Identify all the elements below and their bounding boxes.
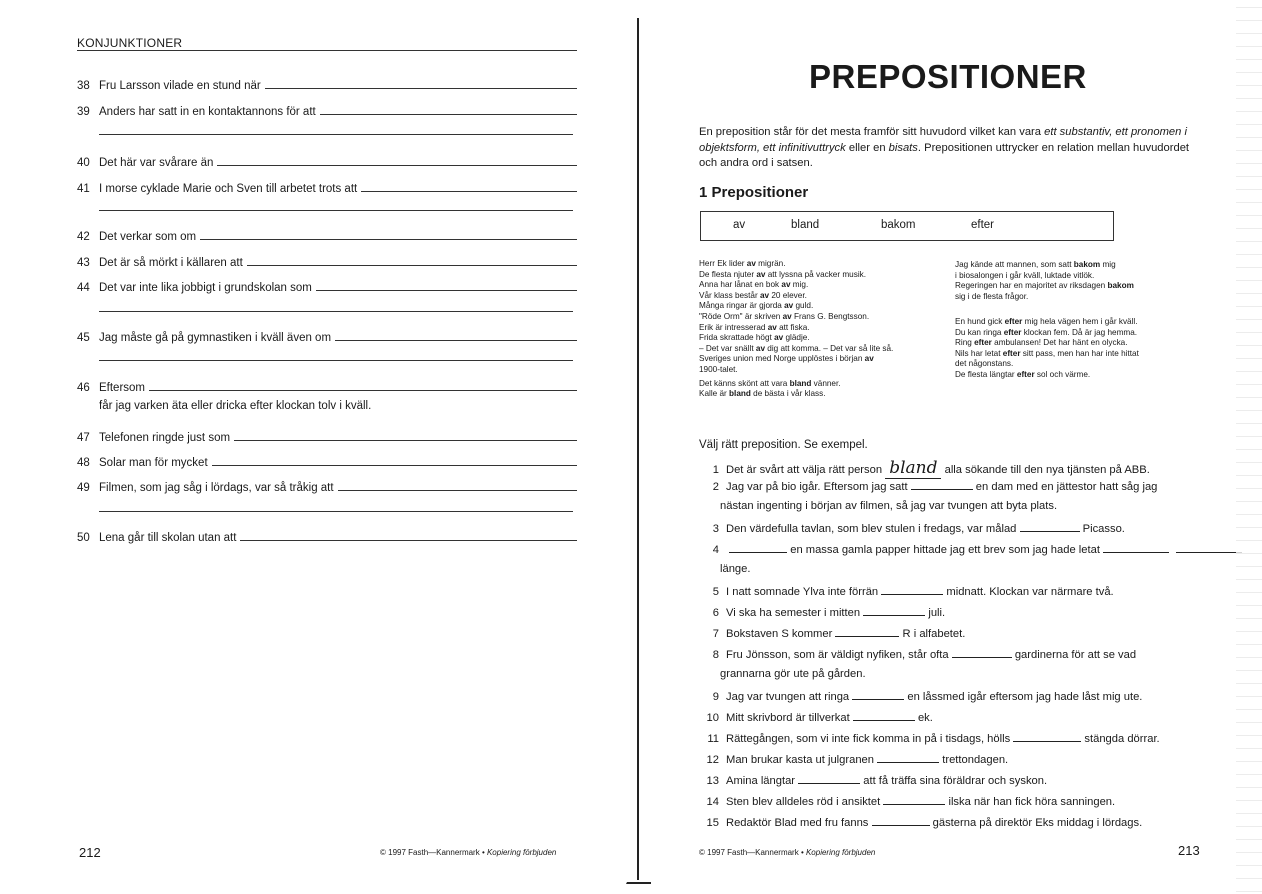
task-text: Man brukar kasta ut julgranen xyxy=(726,754,875,766)
task-continuation: grannarna gör ute på gården. xyxy=(720,668,866,680)
exercise-text: Eftersom xyxy=(99,382,146,394)
examples-column-right-top xyxy=(955,260,1134,302)
copyright-text: © 1997 Fasth—Kannermark • xyxy=(699,848,806,857)
exercise-text: Fru Larsson vilade en stund när xyxy=(99,80,261,92)
answer-blank[interactable] xyxy=(1047,731,1081,742)
task-text: Bokstaven S kommer xyxy=(726,628,833,640)
highlighted-preposition: av xyxy=(864,354,874,364)
exercise-text: I morse cyklade Marie och Sven till arbetet trots att xyxy=(99,183,358,195)
task-row xyxy=(699,458,1199,479)
highlighted-preposition: av xyxy=(746,259,756,268)
example-text: mig hela vägen hem i går kväll. xyxy=(1022,317,1138,326)
exercise-text: Det är så mörkt i källaren att xyxy=(99,257,243,269)
answer-line[interactable] xyxy=(265,87,577,89)
intro-text: eller en xyxy=(845,141,889,154)
exercise-row xyxy=(77,223,577,243)
example-text: glädje. xyxy=(783,333,810,343)
task-continuation: nästan ingenting i början av filmen, så jag var tvungen att byta plats. xyxy=(720,500,1058,512)
task-number: 9 xyxy=(712,691,719,703)
answer-blank[interactable] xyxy=(863,605,925,616)
example-text: det någonstans. xyxy=(955,359,1014,369)
example-sentence xyxy=(699,389,893,400)
answer-blank[interactable] xyxy=(1103,542,1169,553)
copyright-italic: Kopiering förbjuden xyxy=(805,848,876,857)
highlighted-preposition: bakom xyxy=(1107,281,1134,291)
exercise-row xyxy=(77,274,577,294)
task-text: Det är svårt att välja rätt person xyxy=(726,464,883,476)
example-text: Kalle är xyxy=(699,389,730,399)
example-sentence xyxy=(699,301,893,312)
example-text: guld. xyxy=(793,301,814,311)
task-number: 13 xyxy=(706,775,719,787)
right-page xyxy=(642,0,1262,894)
task-row xyxy=(699,479,1199,493)
answer-line-continuation[interactable] xyxy=(99,360,573,361)
example-text: Nils har letat xyxy=(955,348,1003,358)
highlighted-preposition: av xyxy=(784,301,794,311)
answer-line[interactable] xyxy=(200,238,577,240)
answer-line[interactable] xyxy=(320,113,577,115)
task-row xyxy=(699,689,1199,703)
answer-blank[interactable] xyxy=(1176,542,1242,553)
example-text: Jag kände att mannen, som satt xyxy=(955,260,1074,269)
exercise-row xyxy=(77,175,577,195)
exercise-number: 41 xyxy=(77,183,90,195)
answer-blank[interactable] xyxy=(853,710,915,721)
example-text: att fiska. xyxy=(776,322,810,332)
examples-column-left xyxy=(699,259,893,400)
answer-line[interactable] xyxy=(240,539,577,541)
task-text: Picasso. xyxy=(1082,523,1125,535)
example-text: – Det var snällt xyxy=(699,343,756,353)
task-text: gardinerna för att se vad xyxy=(1014,649,1137,661)
task-continuation: länge. xyxy=(720,563,751,575)
example-text: i biosalongen i går kväll, luktade vitlök. xyxy=(955,270,1095,280)
task-text: en dam med en jättestor hatt såg jag xyxy=(975,481,1158,493)
exercise-text: Jag måste gå på gymnastiken i kväll även om xyxy=(99,332,332,344)
example-text: Många ringar är gjorda xyxy=(699,301,785,311)
task-text: Jag var på bio igår. Eftersom jag satt xyxy=(726,481,908,493)
handwritten-answer: bland xyxy=(885,458,941,479)
example-text: Ring xyxy=(955,338,975,348)
exercise-text: Filmen, som jag såg i lördags, var så tråkig att xyxy=(99,482,334,494)
answer-blank[interactable] xyxy=(881,584,943,595)
page-number-right: 213 xyxy=(1178,843,1200,858)
exercise-number: 44 xyxy=(77,282,90,294)
example-text: 20 elever. xyxy=(769,290,807,300)
highlighted-preposition: av xyxy=(781,280,791,290)
highlighted-preposition: bakom xyxy=(1073,260,1101,269)
highlighted-preposition: efter xyxy=(1016,369,1035,379)
example-text: mig xyxy=(1100,260,1116,269)
word-box-item: efter xyxy=(971,219,995,231)
intro-italic: ett substantiv, ett pronomen i objektsform, ett infinitivuttryck xyxy=(699,126,1187,154)
task-row xyxy=(699,647,1199,661)
exercise-text: Solar man för mycket xyxy=(99,457,208,469)
example-sentence xyxy=(955,338,1139,349)
running-head: KONJUNKTIONER xyxy=(77,36,183,50)
exercise-row xyxy=(77,249,577,269)
exercise-row xyxy=(77,72,577,92)
answer-line[interactable] xyxy=(247,264,577,266)
task-text: en massa gamla papper hittade jag ett brev som jag hade letat xyxy=(790,544,1100,556)
word-box-item: bland xyxy=(791,219,820,231)
word-box xyxy=(700,211,1114,241)
answer-blank[interactable] xyxy=(952,647,1012,658)
answer-line[interactable] xyxy=(338,489,577,491)
task-number: 3 xyxy=(712,523,719,535)
intro-text: En preposition står för det mesta framför sitt huvudord vilket kan vara xyxy=(699,126,1045,138)
intro-text: . Prepositionen uttrycker en relation mellan huvudordet och andra ord i satsen. xyxy=(699,141,1190,169)
task-text: trettondagen. xyxy=(942,754,1009,766)
answer-line[interactable] xyxy=(217,164,577,166)
exercise-row xyxy=(77,324,577,344)
exercise-row xyxy=(77,98,577,118)
task-text: Fru Jönsson, som är väldigt nyfiken, står ofta xyxy=(726,649,949,661)
answer-line[interactable] xyxy=(149,389,577,391)
example-sentence xyxy=(699,344,893,355)
example-sentence xyxy=(699,280,893,291)
example-text: Herr Ek lider xyxy=(699,259,747,268)
task-number: 1 xyxy=(712,464,719,476)
exercise-text: Det här var svårare än xyxy=(99,157,214,169)
word-box-item: bakom xyxy=(881,219,916,231)
exercise-text: Det verkar som om xyxy=(99,231,197,243)
left-page xyxy=(0,0,630,894)
example-text: Det känns skönt att vara xyxy=(699,378,790,388)
task-row xyxy=(699,542,1199,556)
answer-blank[interactable] xyxy=(729,542,787,553)
exercise-number: 39 xyxy=(77,106,90,118)
highlighted-preposition: efter xyxy=(1002,348,1021,358)
example-text: Sveriges union med Norge upplöstes i början xyxy=(699,354,865,364)
task-row xyxy=(699,731,1199,745)
task-text: juli. xyxy=(928,607,946,619)
task-number: 4 xyxy=(712,544,719,556)
task-row xyxy=(699,752,1199,766)
exercise-text: Det var inte lika jobbigt i grundskolan som xyxy=(99,282,312,294)
example-text: de bästa i vår klass. xyxy=(750,389,826,399)
example-text: mig. xyxy=(790,280,809,290)
copyright-right xyxy=(699,848,875,857)
example-sentence xyxy=(955,281,1134,292)
exercise-number: 47 xyxy=(77,432,90,444)
exercise-text: Lena går till skolan utan att xyxy=(99,532,237,544)
example-text: sitt pass, men han har inte hittat xyxy=(1020,348,1139,358)
task-number: 7 xyxy=(712,628,719,640)
example-text: vänner. xyxy=(811,378,841,388)
example-text: Anna har lånat en bok xyxy=(699,280,782,290)
example-text: sig i de flesta frågor. xyxy=(955,291,1029,301)
book-spine xyxy=(637,18,639,880)
task-text: Den värdefulla tavlan, som blev stulen i fredags, var målad xyxy=(726,523,1017,535)
page-number-left: 212 xyxy=(79,845,101,860)
task-number: 12 xyxy=(706,754,719,766)
task-text: Sten blev alldeles röd i ansiktet xyxy=(726,796,881,808)
task-text: I natt somnade Ylva inte förrän xyxy=(726,586,879,598)
example-text: En hund gick xyxy=(955,317,1005,326)
task-number: 10 xyxy=(706,712,719,724)
answer-line-continuation[interactable] xyxy=(99,311,573,312)
exercise-number: 50 xyxy=(77,532,90,544)
answer-blank[interactable] xyxy=(883,794,945,805)
answer-line[interactable] xyxy=(361,190,577,192)
highlighted-preposition: efter xyxy=(974,338,992,348)
answer-blank[interactable] xyxy=(798,773,860,784)
highlighted-preposition: av xyxy=(782,311,792,321)
task-row xyxy=(699,605,1199,619)
example-sentence xyxy=(699,333,893,344)
answer-line[interactable] xyxy=(234,439,577,441)
example-sentence xyxy=(699,365,893,376)
task-text: stängda dörrar. xyxy=(1084,733,1160,745)
example-text: klockan fem. Då är jag hemma. xyxy=(1021,327,1138,337)
example-text: Regeringen har en majoritet av riksdagen xyxy=(955,281,1108,291)
task-number: 8 xyxy=(712,649,719,661)
example-text: De flesta längtar xyxy=(955,369,1017,379)
answer-blank[interactable] xyxy=(852,689,904,700)
exercise-number: 45 xyxy=(77,332,90,344)
example-sentence xyxy=(699,323,893,334)
exercise-number: 42 xyxy=(77,231,90,243)
answer-line[interactable] xyxy=(212,464,577,466)
task-text: Rättegången, som vi inte fick komma in på i tisdags, hölls xyxy=(726,733,1011,745)
task-text: Vi ska ha semester i mitten xyxy=(726,607,861,619)
section-title: 1 Prepositioner xyxy=(699,184,809,201)
page-title: PREPOSITIONER xyxy=(809,58,1087,95)
example-sentence xyxy=(699,312,893,323)
highlighted-preposition: av xyxy=(767,322,777,332)
intro-paragraph xyxy=(699,125,1194,172)
exercise-row xyxy=(77,149,577,169)
highlighted-preposition: bland xyxy=(789,378,812,388)
example-text: Frida skrattade högt xyxy=(699,333,775,343)
example-text: ambulansen! Det har hänt en olycka. xyxy=(991,338,1128,348)
task-number: 2 xyxy=(712,481,719,493)
task-text: ilska när han fick höra sanningen. xyxy=(948,796,1116,808)
answer-line-continuation[interactable] xyxy=(99,134,573,135)
word-box-item: av xyxy=(733,219,746,231)
example-text: dig att komma. – Det var så lite så. xyxy=(765,343,894,353)
exercise-row xyxy=(77,474,577,494)
task-text: en låssmed igår eftersom jag hade låst mig ute. xyxy=(907,691,1143,703)
answer-line-continuation[interactable] xyxy=(99,511,573,512)
example-sentence xyxy=(955,292,1134,303)
answer-line[interactable] xyxy=(316,289,577,291)
task-row xyxy=(699,794,1199,808)
task-text: midnatt. Klockan var närmare två. xyxy=(946,586,1114,598)
highlighted-preposition: bland xyxy=(729,389,751,399)
example-text: 1900-talet. xyxy=(699,364,738,374)
scan-edge xyxy=(1236,0,1262,894)
example-text: Erik är intresserad xyxy=(699,322,768,332)
exercise-number: 46 xyxy=(77,382,90,394)
task-row xyxy=(699,710,1199,724)
task-row xyxy=(699,626,1199,640)
running-head-rule xyxy=(77,50,577,51)
task-instruction: Välj rätt preposition. Se exempel. xyxy=(699,439,868,451)
exercise-number: 43 xyxy=(77,257,90,269)
answer-blank[interactable] xyxy=(1013,731,1047,742)
highlighted-preposition: av xyxy=(759,290,770,300)
example-text: att lyssna på vacker musik. xyxy=(765,269,867,279)
example-sentence xyxy=(955,271,1134,282)
task-row xyxy=(699,521,1199,535)
task-number: 6 xyxy=(712,607,719,619)
example-text: "Röde Orm" är skriven xyxy=(699,311,783,321)
task-number: 14 xyxy=(706,796,719,808)
intro-italic: bisats xyxy=(888,141,918,154)
exercise-number: 48 xyxy=(77,457,90,469)
answer-blank[interactable] xyxy=(835,626,899,637)
exercise-number: 40 xyxy=(77,157,90,169)
exercise-46-continuation: får jag varken äta eller dricka efter klockan tolv i kväll. xyxy=(99,400,372,412)
task-text: Jag var tvungen att ringa xyxy=(726,691,850,703)
copyright-left xyxy=(380,848,556,857)
highlighted-preposition: efter xyxy=(1004,317,1023,326)
example-sentence xyxy=(955,328,1139,339)
copyright-italic: Kopiering förbjuden xyxy=(486,848,557,857)
task-row xyxy=(699,584,1199,598)
answer-line-continuation[interactable] xyxy=(99,210,573,211)
examples-column-right-bottom xyxy=(955,317,1139,381)
example-sentence xyxy=(699,270,893,281)
answer-line[interactable] xyxy=(335,339,577,341)
task-number: 5 xyxy=(712,586,719,598)
example-sentence xyxy=(955,359,1139,370)
task-row xyxy=(699,815,1199,829)
task-text: ek. xyxy=(917,712,933,724)
example-text: Du kan ringa xyxy=(955,327,1004,337)
exercise-row xyxy=(77,449,577,469)
exercise-number: 38 xyxy=(77,80,90,92)
example-sentence xyxy=(955,260,1134,271)
example-sentence xyxy=(699,291,893,302)
answer-blank[interactable] xyxy=(1020,521,1080,532)
example-sentence xyxy=(955,317,1139,328)
example-text: migrän. xyxy=(755,259,786,268)
example-text: De flesta njuter xyxy=(699,269,757,279)
example-sentence xyxy=(699,354,893,365)
exercise-text: Anders har satt in en kontaktannons för att xyxy=(99,106,316,118)
task-text: R i alfabetet. xyxy=(902,628,966,640)
highlighted-preposition: av xyxy=(756,269,766,279)
task-number: 15 xyxy=(706,817,719,829)
highlighted-preposition: av xyxy=(755,343,765,353)
exercise-row xyxy=(77,424,577,444)
copyright-text: © 1997 Fasth—Kannermark • xyxy=(380,848,487,857)
exercise-number: 49 xyxy=(77,482,90,494)
example-text: sol och värme. xyxy=(1034,369,1091,379)
answer-blank[interactable] xyxy=(911,479,973,490)
task-text: Redaktör Blad med fru fanns xyxy=(726,817,869,829)
task-text: alla sökande till den nya tjänsten på ABB. xyxy=(944,464,1150,476)
example-sentence xyxy=(699,379,893,390)
highlighted-preposition: efter xyxy=(1003,327,1022,337)
task-text: gästerna på direktör Eks middag i lördags. xyxy=(932,817,1143,829)
task-text: Mitt skrivbord är tillverkat xyxy=(726,712,850,724)
task-text: Amina längtar xyxy=(726,775,796,787)
task-row xyxy=(699,773,1199,787)
example-text: Vår klass består xyxy=(699,290,760,300)
example-sentence xyxy=(955,349,1139,360)
exercise-row xyxy=(77,374,577,394)
example-text: Frans G. Bengtsson. xyxy=(791,311,870,321)
task-number: 11 xyxy=(707,733,719,745)
answer-blank[interactable] xyxy=(872,815,930,826)
example-sentence xyxy=(955,370,1139,381)
example-sentence xyxy=(699,259,893,270)
highlighted-preposition: av xyxy=(774,333,784,343)
exercise-text: Telefonen ringde just som xyxy=(99,432,231,444)
exercise-row xyxy=(77,524,577,544)
task-text: att få träffa sina föräldrar och syskon. xyxy=(863,775,1048,787)
answer-blank[interactable] xyxy=(877,752,939,763)
